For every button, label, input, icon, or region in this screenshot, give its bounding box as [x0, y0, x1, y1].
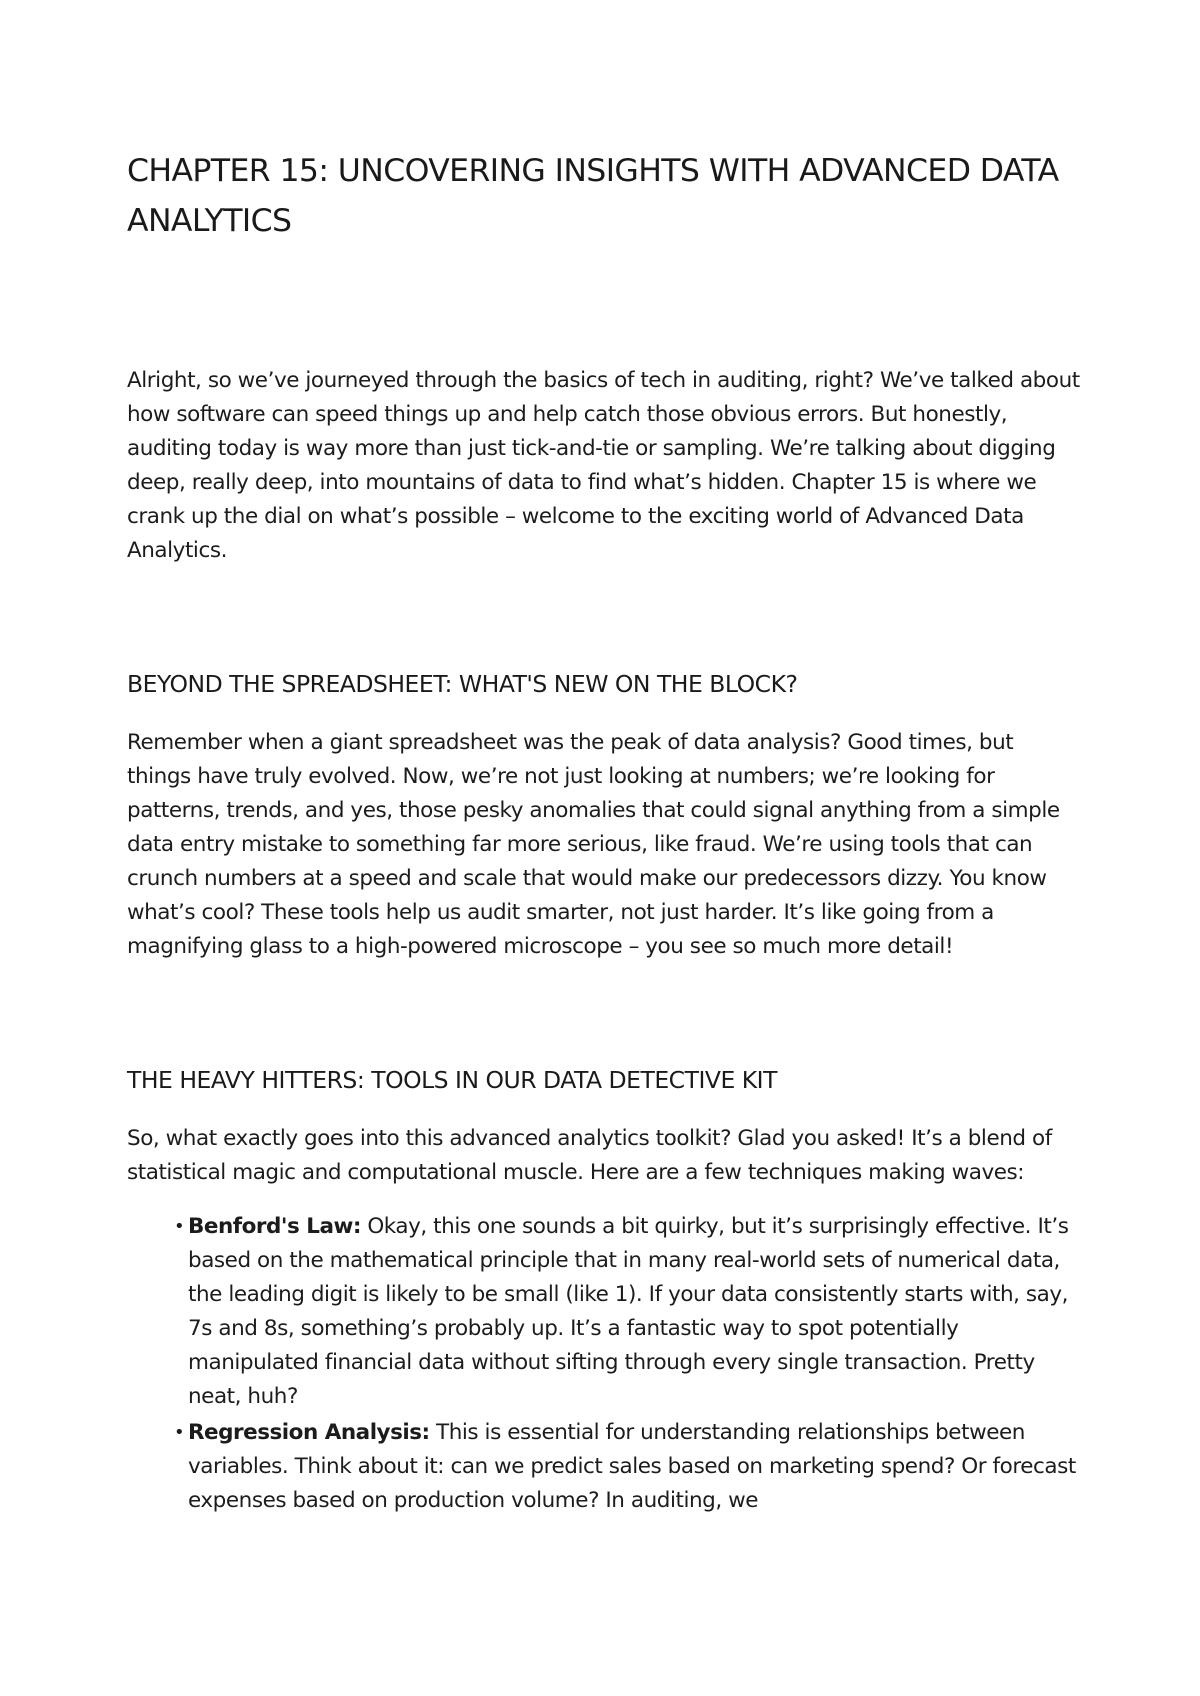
bullet-icon: •: [174, 1216, 185, 1237]
techniques-list: [127, 1210, 1082, 1518]
section-heading-heavy-hitters: THE HEAVY HITTERS: TOOLS IN OUR DATA DETECTIVE KIT: [127, 1066, 777, 1094]
intro-paragraph: Alright, so we’ve journeyed through the basics of tech in auditing, right? We’ve talked about how software can speed things up and help catch those obvious errors. But honestly, auditing today is way more than just tick-and-tie or sampling. We’re talking about digging deep, really deep, into mountains of data to find what’s hidden. Chapter 15 is where we crank up the dial on what’s possible – welcome to the exciting world of Advanced Data Analytics.: [127, 368, 1080, 563]
list-item-benfords-law: [174, 1210, 1082, 1414]
chapter-title: CHAPTER 15: UNCOVERING INSIGHTS WITH ADVANCED DATA ANALYTICS: [127, 153, 1059, 239]
section-body-beyond-spreadsheet: Remember when a giant spreadsheet was the peak of data analysis? Good times, but things have truly evolved. Now, we’re not just looking at numbers; we’re looking for patterns, trends, and yes, those pesky anomalies that could signal anything from a simple data entry mistake to something far more serious, like fraud. We’re using tools that can crunch numbers at a speed and scale that would make our predecessors dizzy. You know what’s cool? These tools help us audit smarter, not just harder. It’s like going from a magnifying glass to a high-powered microscope – you see so much more detail!: [127, 730, 1060, 959]
section-body-heavy-hitters: So, what exactly goes into this advanced analytics toolkit? Glad you asked! It’s a blend of statistical magic and computational muscle. Here are a few techniques making waves:: [127, 1126, 1052, 1185]
technique-description: This is essential for understanding relationships between variables. Think about it: can we predict sales based on marketing spend? Or forecast expenses based on production volume? In auditing, we: [188, 1420, 1076, 1513]
list-item-regression-analysis: [174, 1416, 1082, 1518]
bullet-icon: •: [174, 1422, 185, 1443]
technique-term: Regression Analysis:: [188, 1420, 430, 1445]
section-heading-beyond-spreadsheet: BEYOND THE SPREADSHEET: WHAT'S NEW ON THE BLOCK?: [127, 670, 798, 698]
technique-term: Benford's Law:: [188, 1214, 361, 1239]
technique-description: Okay, this one sounds a bit quirky, but it’s surprisingly effective. It’s based on the mathematical principle that in many real-world sets of numerical data, the leading digit is likely to be small (like 1). If your data consistently starts with, say, 7s and 8s, something’s probably up. It’s a fantastic way to spot potentially manipulated financial data without sifting through every single transaction. Pretty neat, huh?: [188, 1214, 1069, 1409]
